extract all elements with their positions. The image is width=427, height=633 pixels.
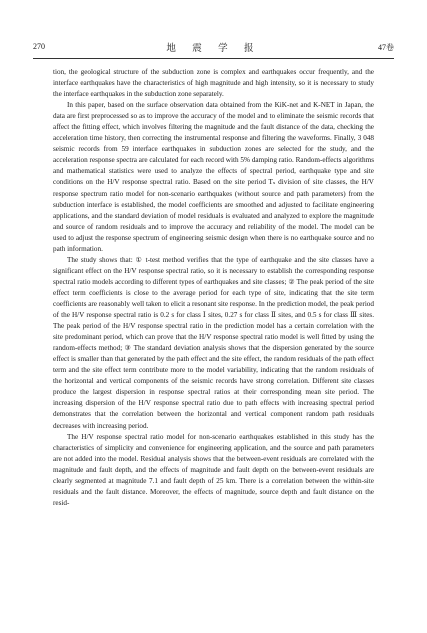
running-header xyxy=(33,38,394,56)
volume-label: 47卷 xyxy=(378,43,394,52)
page-number: 270 xyxy=(33,42,45,51)
header-rule xyxy=(33,58,394,59)
abstract-body xyxy=(53,67,374,509)
paragraph-continuation: tion, the geological structure of the subduction zone is complex and earthquakes occur frequently, and the interface earthquakes have the characteristics of high magnitude and high intensity, so it is necessary to study the interface earthquakes in the subduction zone separately. xyxy=(53,68,374,99)
paragraph-results: The study shows that: ① t-test method verifies that the type of earthquake and the site classes have a significant effect on the H/V response spectral ratio, so it is necessary to establish the corresponding response spectral ratio models according to different types of earthquakes and site classes; ② The peak period of the site effect term coefficients is close to the average period for each type of site, indicating that the site term coefficients are reasonably well taken to elicit a resonant site response. In the prediction model, the peak period of the H/V response spectral ratio is 0.2 s for class Ⅰ sites, 0.27 s for class Ⅱ sites, and 0.5 s for class Ⅲ sites. The peak period of the H/V response spectral ratio in the prediction model has a certain correlation with the site predominant period, which can prove that the H/V response spectral ratio model is well fitted by using the random-effects method; ③ The standard deviation analysis shows that the dispersion generated by the source effect is smaller than that generated by the path effect and the site effect, the random residuals of the path effect term and the site effect term contribute more to the model variability, indicating that the random residuals of the horizontal and vertical components of the seismic records have strong correlation. Different site classes produce the largest dispersion in response spectral ratios at their corresponding mean site period. The increasing dispersion of the H/V response spectral ratio due to path effects with increasing spectral period demonstrates that the correlation between the horizontal and vertical component random path residuals decreases with increasing period. xyxy=(53,255,374,430)
journal-title: 地 震 学 报 xyxy=(166,44,261,54)
paragraph-conclusion: The H/V response spectral ratio model for non-scenario earthquakes established in this study has the characteristics of simplicity and convenience for engineering application, and the source and path parameters are not added into the model. Residual analysis shows that the between-event residuals are correlated with the magnitude and fault depth, and the effects of magnitude and fault depth on the between-event residuals are clearly segmented at magnitude 7.1 and fault depth of 25 km. There is a correlation between the within-site residuals and the fault distance. Moreover, the effects of magnitude, source depth and fault distance on the resid- xyxy=(53,432,374,507)
paragraph-methods: In this paper, based on the surface observation data obtained from the KiK-net and K-NET in Japan, the data are first preprocessed so as to improve the accuracy of the model and to eliminate the seismic records that affect the fitting effect, which involves filtering the magnitude and the fault distance of the data, checking the acceleration time history, then correcting the instrumental response and filtering the waveforms. Finally, 3 048 seismic records from 59 interface earthquakes in subduction zones are selected for the study, and the acceleration response spectra are calculated for each record with 5% damping ratio. Random-effects algorithms and mathematical statistics were used to analyze the effects of spectral period, earthquake type and site conditions on the H/V response spectral ratio. Based on the site period Tₛ division of site classes, the H/V response spectrum ratio model for non-scenario earthquakes (without source and path parameters) from the subduction interface is established, the model coefficients are smoothed and adjusted to facilitate engineering applications, and the standard deviation of model residuals is evaluated and analyzed to explore the magnitude and source of random residuals and to improve the accuracy and reliability of the model. The model can be used to adjust the response spectrum of engineering seismic design when there is no earthquake source and no path information. xyxy=(53,101,374,253)
